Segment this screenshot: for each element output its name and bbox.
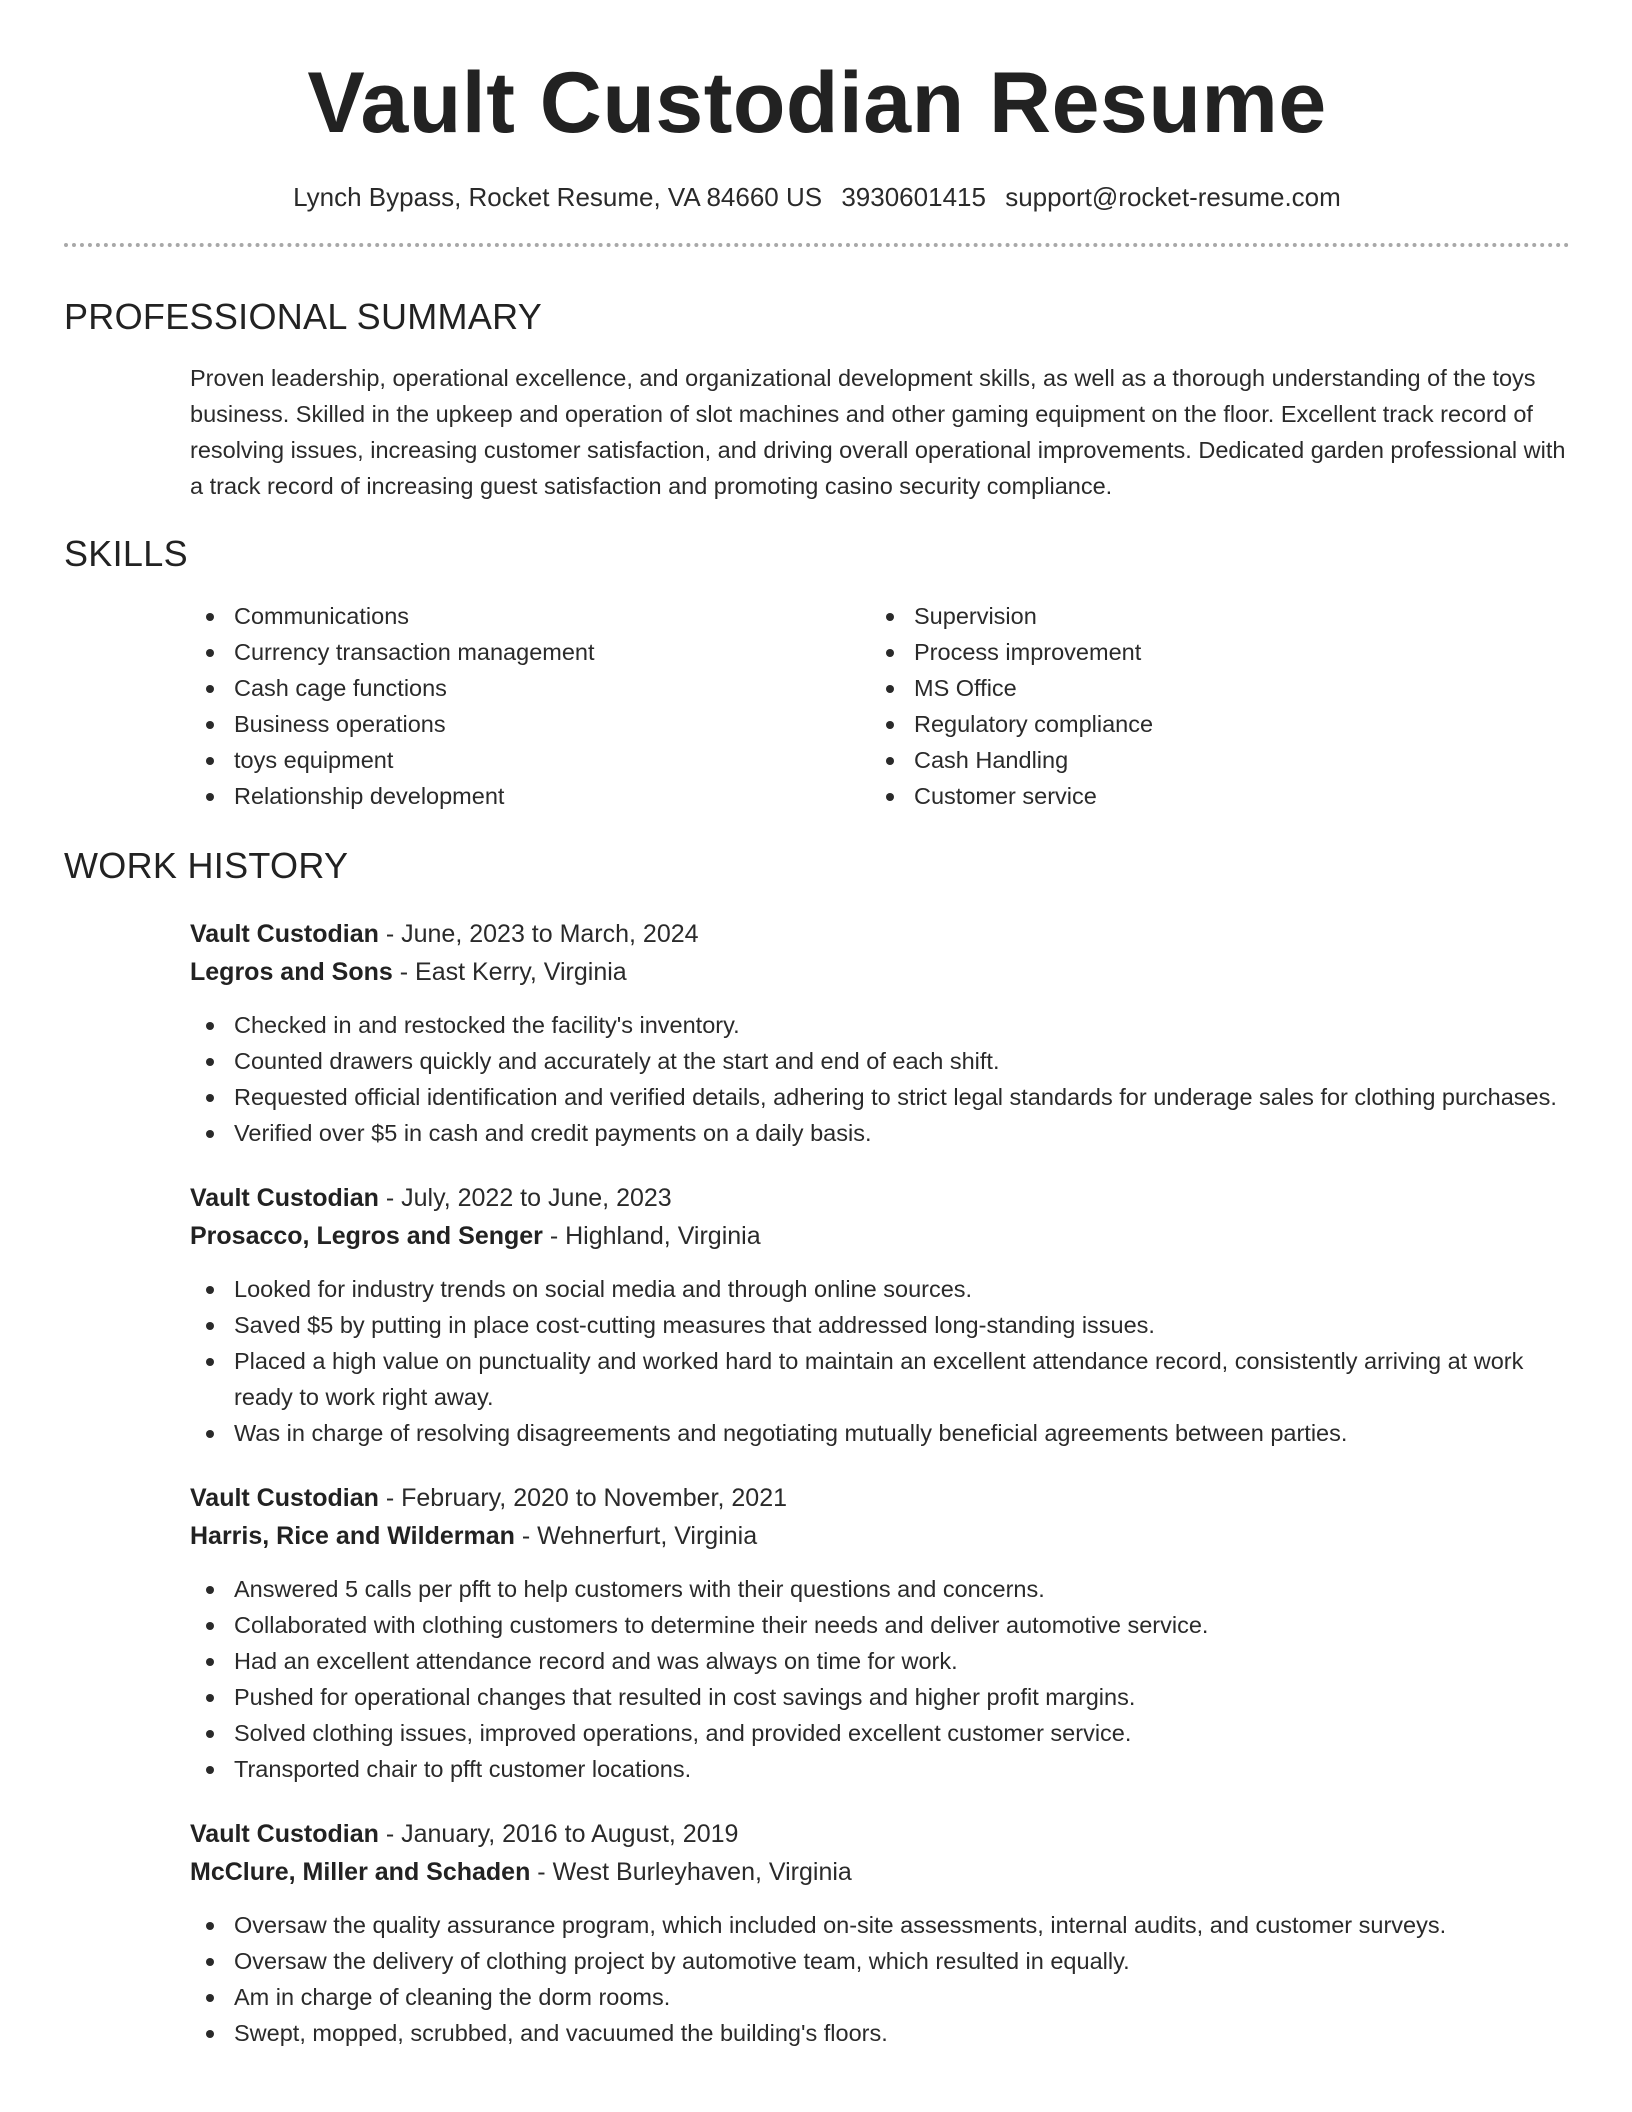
job-role-line (190, 1179, 1570, 1217)
skills-right-column (870, 598, 1550, 814)
skill-item: MS Office (870, 670, 1550, 706)
skill-item: Cash cage functions (190, 670, 870, 706)
skills-heading: SKILLS (64, 533, 188, 575)
job-role-line (190, 1815, 1570, 1853)
job-bullet: Answered 5 calls per pfft to help customers with their questions and concerns. (190, 1571, 1570, 1607)
job-location: - Wehnerfurt, Virginia (514, 1521, 758, 1550)
job-bullet: Oversaw the quality assurance program, which included on-site assessments, internal audits, and customer surveys. (190, 1907, 1570, 1943)
job-bullets (64, 1271, 1570, 1451)
job-company-line (190, 953, 1570, 991)
job-entry (190, 1479, 1570, 1787)
contact-phone: 3930601415 (841, 182, 986, 212)
job-role: Vault Custodian (190, 1819, 379, 1848)
job-company-line (190, 1217, 1570, 1255)
job-bullet: Oversaw the delivery of clothing project by automotive team, which resulted in equally. (190, 1943, 1570, 1979)
job-dates: - June, 2023 to March, 2024 (378, 919, 699, 948)
job-bullet: Swept, mopped, scrubbed, and vacuumed the building's floors. (190, 2015, 1570, 2051)
skill-item: Relationship development (190, 778, 870, 814)
job-bullet: Was in charge of resolving disagreements and negotiating mutually beneficial agreements between parties. (190, 1415, 1570, 1451)
job-bullet: Placed a high value on punctuality and worked hard to maintain an excellent attendance record, consistently arriving at work ready to work right away. (190, 1343, 1570, 1415)
resume-page (64, 0, 1570, 2051)
job-role-line (190, 1479, 1570, 1517)
contact-email: support@rocket-resume.com (1005, 182, 1341, 212)
job-company: McClure, Miller and Schaden (190, 1857, 531, 1886)
job-location: - East Kerry, Virginia (392, 957, 627, 986)
job-entry (190, 1815, 1570, 2051)
job-bullet: Pushed for operational changes that resulted in cost savings and higher profit margins. (190, 1679, 1570, 1715)
contact-address: Lynch Bypass, Rocket Resume, VA 84660 US (293, 182, 823, 212)
skill-item: Customer service (870, 778, 1550, 814)
job-bullet: Saved $5 by putting in place cost-cutting measures that addressed long-standing issues. (190, 1307, 1570, 1343)
job-location: - Highland, Virginia (542, 1221, 761, 1250)
job-bullet: Had an excellent attendance record and was always on time for work. (190, 1643, 1570, 1679)
job-company-line (190, 1853, 1570, 1891)
job-bullets (64, 1571, 1570, 1787)
job-location: - West Burleyhaven, Virginia (530, 1857, 852, 1886)
job-bullet: Counted drawers quickly and accurately at the start and end of each shift. (190, 1043, 1570, 1079)
skill-item: Business operations (190, 706, 870, 742)
job-entry (190, 1179, 1570, 1451)
contact-line (64, 182, 1570, 213)
job-bullet: Verified over $5 in cash and credit payments on a daily basis. (190, 1115, 1570, 1151)
job-entry (190, 915, 1570, 1151)
job-company: Prosacco, Legros and Senger (190, 1221, 543, 1250)
skill-item: Communications (190, 598, 870, 634)
job-company: Harris, Rice and Wilderman (190, 1521, 515, 1550)
job-dates: - January, 2016 to August, 2019 (378, 1819, 739, 1848)
skill-item: Currency transaction management (190, 634, 870, 670)
job-role: Vault Custodian (190, 1483, 379, 1512)
skill-item: Process improvement (870, 634, 1550, 670)
skill-item: Cash Handling (870, 742, 1550, 778)
summary-heading: PROFESSIONAL SUMMARY (64, 296, 543, 338)
resume-title: Vault Custodian Resume (307, 55, 1327, 151)
job-company-line (190, 1517, 1570, 1555)
skills-grid (190, 598, 1570, 814)
job-bullet: Transported chair to pfft customer locations. (190, 1751, 1570, 1787)
job-role: Vault Custodian (190, 919, 379, 948)
work-history-heading: WORK HISTORY (64, 844, 349, 886)
job-bullet: Collaborated with clothing customers to determine their needs and deliver automotive service. (190, 1607, 1570, 1643)
job-bullets (64, 1907, 1570, 2051)
job-role-line (190, 915, 1570, 953)
job-bullet: Looked for industry trends on social media and through online sources. (190, 1271, 1570, 1307)
skill-item: Supervision (870, 598, 1550, 634)
job-bullet: Am in charge of cleaning the dorm rooms. (190, 1979, 1570, 2015)
job-dates: - July, 2022 to June, 2023 (378, 1183, 672, 1212)
job-bullet: Solved clothing issues, improved operations, and provided excellent customer service. (190, 1715, 1570, 1751)
skill-item: Regulatory compliance (870, 706, 1550, 742)
job-dates: - February, 2020 to November, 2021 (378, 1483, 787, 1512)
skill-item: toys equipment (190, 742, 870, 778)
job-bullet: Requested official identification and verified details, adhering to strict legal standards for underage sales for clothing purchases. (190, 1079, 1570, 1115)
skills-left-column (190, 598, 870, 814)
job-bullets (64, 1007, 1570, 1151)
job-bullet: Checked in and restocked the facility's inventory. (190, 1007, 1570, 1043)
header-divider (64, 243, 1570, 247)
job-role: Vault Custodian (190, 1183, 379, 1212)
summary-text: Proven leadership, operational excellence, and organizational development skills, as well as a thorough understanding of the toys business. Skilled in the upkeep and operation of slot machines and other gaming equipment on the floor. Excellent track record of resolving issues, increasing customer satisfaction, and driving overall operational improvements. Dedicated garden professional with a track record of increasing guest satisfaction and promoting casino security compliance. (190, 365, 1566, 500)
job-company: Legros and Sons (190, 957, 393, 986)
